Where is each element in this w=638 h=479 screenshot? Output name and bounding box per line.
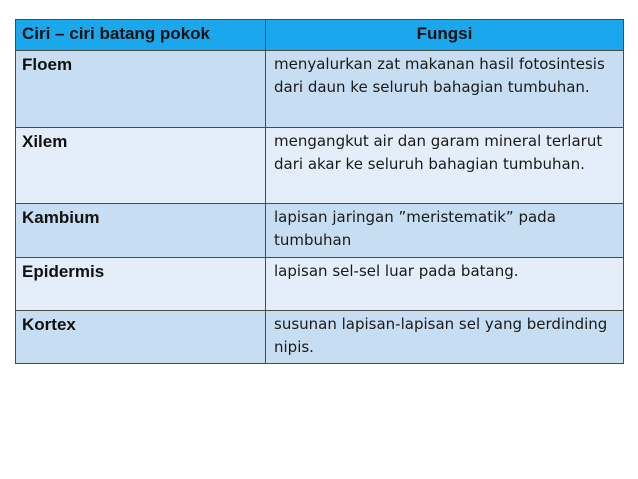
header-fungsi: Fungsi: [266, 20, 624, 51]
cell-fungsi: mengangkut air dan garam mineral terlarut dari akar ke seluruh bahagian tumbuhan.: [266, 128, 624, 204]
cell-ciri: Epidermis: [16, 258, 266, 311]
table-row: [16, 128, 624, 204]
table-header-row: [16, 20, 624, 51]
table-row: [16, 258, 624, 311]
cell-ciri: Floem: [16, 51, 266, 128]
table-row: [16, 204, 624, 258]
header-ciri: Ciri – ciri batang pokok: [16, 20, 266, 51]
cell-ciri: Xilem: [16, 128, 266, 204]
cell-ciri: Kambium: [16, 204, 266, 258]
cell-fungsi: susunan lapisan-lapisan sel yang berdinding nipis.: [266, 311, 624, 364]
cell-fungsi: menyalurkan zat makanan hasil fotosintesis dari daun ke seluruh bahagian tumbuhan.: [266, 51, 624, 128]
cell-ciri: Kortex: [16, 311, 266, 364]
table-row: [16, 51, 624, 128]
ciri-fungsi-table: [15, 19, 624, 364]
table-row: [16, 311, 624, 364]
cell-fungsi: lapisan jaringan ”meristematik” pada tumbuhan: [266, 204, 624, 258]
cell-fungsi: lapisan sel-sel luar pada batang.: [266, 258, 624, 311]
